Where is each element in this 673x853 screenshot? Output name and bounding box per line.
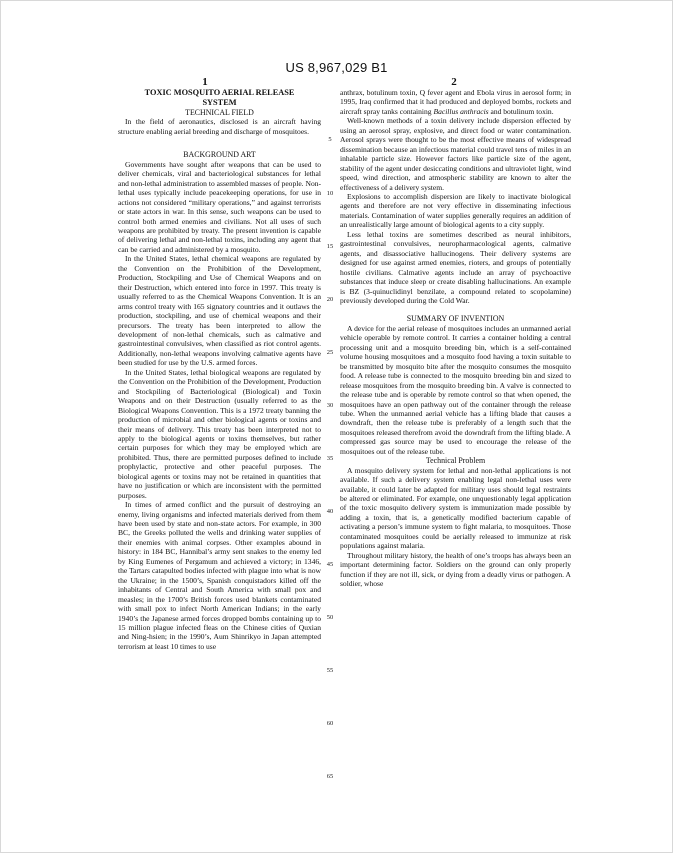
background-paragraph-4: In times of armed conflict and the pursuit of destroying an enemy, living organisms and infected materials derived from them have been used by state and non-state actors. For example, in 300 BC, the Greeks polluted the wells and drinking water supplies of their enemies with animal corpses. Other examples abound in history: in 184 BC, Hannibal’s army sent snakes to the enemy led by King Eumenes of Pergamum and achieved a victory; in 1346, the Tartars catapulted bodies infected with plague into what is now the Ukraine; in the 1500’s, Spanish conquistadors killed off the inhabitants of Central and South America with small pox and measles; in the 1700’s British forces used blankets contaminated with small pox to infect North American Indians; in the early 1940’s the Japanese armed forces dropped bombs containing up to 15 million plague infected fleas on the Chinese cities of Quxian and Ning-hsien; in the 1990’s, Aum Shinrikyo in Japan attempted terrorism at least 10 times to use [118,500,321,651]
patent-number: US 8,967,029 B1 [285,60,388,75]
less-lethal-paragraph: Less lethal toxins are sometimes described as neural inhibitors, gastrointestinal convulsives, neuropharmacological agents, calmative agents, and disassociative hallucinogens. Their delivery systems are designed for use against armed enemies, rioters, and groups of potentially hostile civilians. Calmative agents include an array of psychoactive substances that induce sleep or create disabling hallucinations. An example is BZ (3-quinuclidinyl benzilate, a compound related to scopolamine) previously developed during the Cold War. [340,229,571,305]
line-number-40: 40 [326,508,334,515]
line-number-50: 50 [326,614,334,621]
continued-paragraph [340,88,571,116]
summary-heading: SUMMARY OF INVENTION [406,314,505,324]
line-number-25: 25 [326,349,334,356]
left-column [118,88,321,651]
technical-field-heading: TECHNICAL FIELD [185,108,254,117]
background-paragraph-2: In the United States, lethal chemical weapons are regulated by the Convention on the Prohibition of the Development, Production, Stockpiling and Use of Chemical Weapons and on their Destruction, which entered into force in 1997. This treaty is usually referred to as the Chemical Weapons Convention. It is an arms control treaty with 165 signatory countries and it outlaws the production, stockpiling, and use of chemical weapons and their precursors. The treaty has been interpreted to allow the development of non-lethal chemicals, such as calmative and gastrointestinal convulsives, when classified as riot control agents. Additionally, non-lethal weapons involving calmative agents have been studied for use by the U.S. armed forces. [118,254,321,368]
background-art-heading: BACKGROUND ART [183,150,256,160]
taxon-name: Bacillus anthracis [433,106,489,116]
history-paragraph: Throughout military history, the health of one’s troops has always been an important determining factor. Soldiers on the ground can only properly function if they are not ill, sick, or dying from a deadly virus or pathogen. A soldier, whose [340,550,571,589]
line-number-5: 5 [328,136,332,143]
continued-text-before: anthrax, botulinum toxin, Q fever agent and Ebola virus in aerosol form; in 1995, Iraq confirmed that it had produced and deployed bombs, rockets and aircraft spray tanks containing [340,88,571,116]
title-line-1: TOXIC MOSQUITO AERIAL RELEASE [144,88,295,97]
technical-field-paragraph: In the field of aeronautics, disclosed is an aircraft having structure enabling aerial breeding and discharge of mosquitoes. [118,117,321,136]
technical-problem-heading: Technical Problem [425,456,486,466]
line-number-35: 35 [326,455,334,462]
patent-title [118,88,321,108]
summary-paragraph: A device for the aerial release of mosquitoes includes an unmanned aerial vehicle operable by remote control. It carries a container holding a central processing unit and a mosquito breeding bin, which is a self-contained volume housing mosquitoes and a mosquito food having a toxin suitable to be transmitted by mosquito bite after the mosquito consumes the mosquito food. A release tube is connected to the mosquito breeding bin and sized to release mosquitoes from the mosquito breeding bin. A valve is connected to the release tube and is operable by remote control so that when opened, the mosquitoes have an open pathway out of the container through the release tube. When the unmanned aerial vehicle has a lifting blade that causes a downdraft, then the release tube is preferably of a length such that the mosquitoes released therefrom avoid the downdraft from the lifting blade. A compressed gas source may be used to encourage the release of the mosquitoes out of the release tube. [340,323,571,456]
line-number-20: 20 [326,296,334,303]
line-number-45: 45 [326,561,334,568]
methods-paragraph: Well-known methods of a toxin delivery include dispersion effected by using an aerosol spray, explosive, and direct food or water contamination. Aerosol sprays were thought to be the most effective means of widespread dissemination because an infectious material could travel tens of miles in an inhalable particle size. However factors like particle size of the agent, stability of the agent under desiccating conditions and ultraviolet light, wind speed, wind direction, and atmospheric stability are known to alter the effectiveness of a delivery system. [340,116,571,192]
line-number-30: 30 [326,402,334,409]
line-number-60: 60 [326,720,334,727]
explosions-paragraph: Explosions to accomplish dispersion are likely to inactivate biological agents and therefore are not very effective in disseminating infectious materials. Contamination of water supplies generally requires an addition of an unrealistically large amount of biological agents to a city supply. [340,191,571,230]
background-paragraph-3: In the United States, lethal biological weapons are regulated by the Convention on the Prohibition of the Development, Production and Stockpiling of Bacteriological (Biological) and Toxin Weapons and on their Destruction (usually referred to as the Biological Weapons Convention. This is a 1972 treaty banning the production of microbial and other biological agents or toxins and their means of delivery. This treaty has been interpreted not to apply to the biological agents or toxins themselves, but rather certain purposes for which they may be employed which are prohibited. Thus, there are permitted purposes defined to include prophylactic, protective and other peaceful purposes. The biological agents or toxins may not be retained in quantities that have no justification or which are inconsistent with the permitted purposes. [118,367,321,500]
line-number-15: 15 [326,243,334,250]
background-paragraph-1: Governments have sought after weapons that can be used to deliver chemicals, viral and bacteriological substances for lethal and non-lethal administration to assembled masses of people. Non-lethal uses typically include peacekeeping operations, for use in actions not considered “military operations,” and against terrorists or state actors in war. In this sense, such weapons can be used to control both armed enemies and civilians. Not all uses of such weapons are prohibited by treaty. The present invention is capable of delivering lethal and non-lethal toxins, including any agent that can be carried and administered by a mosquito. [118,159,321,254]
technical-problem-paragraph: A mosquito delivery system for lethal and non-lethal applications is not available. If such a delivery system enabling legal non-lethal uses were available, it could later be adapted for military uses should legal restraints be altered or eliminated. For example, one unquestionably legal application of the toxic mosquito delivery system is immunization made possible by adding a toxin, that is, a genetically modified bacterium capable of activating a person’s immune system to fight malaria, to mosquitoes. Those contaminated mosquitoes could be aerially released to immunize at risk populations against malaria. [340,465,571,551]
title-line-2: SYSTEM [202,98,237,107]
left-column-number: 1 [202,76,208,88]
right-column-number: 2 [451,76,457,88]
continued-text-after: and botulinum toxin. [488,106,554,116]
line-number-55: 55 [326,667,334,674]
line-number-65: 65 [326,773,334,780]
right-column [340,88,571,589]
line-number-10: 10 [326,190,334,197]
